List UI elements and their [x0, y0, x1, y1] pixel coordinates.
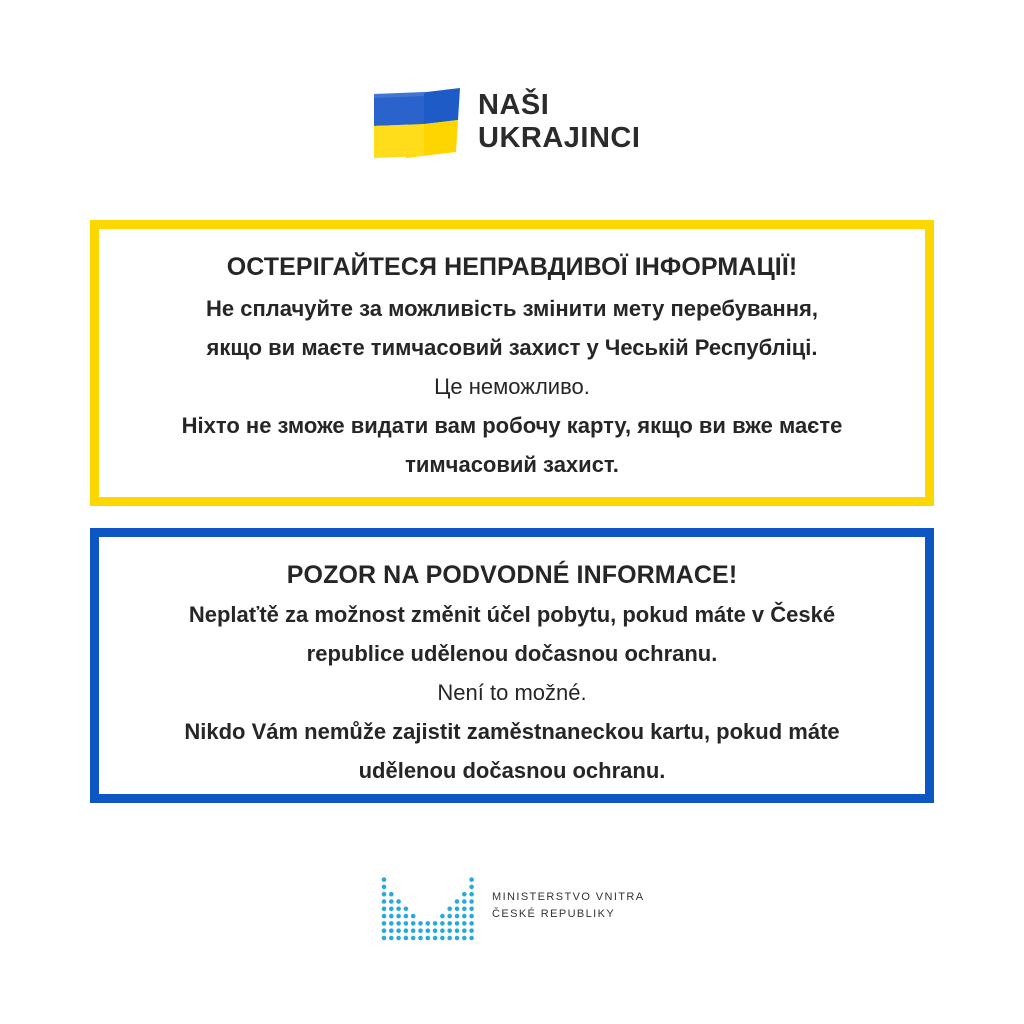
- notice-ua-line-1: Не сплачуйте за можливість змінити мету перебування,: [206, 296, 818, 321]
- ministry-line-2: ČESKÉ REPUBLIKY: [492, 908, 616, 920]
- brand-line-1: NAŠI: [478, 89, 550, 121]
- notice-cz-line-1: Neplaťtě za možnost změnit účel pobytu, pokud máte v České: [188, 602, 836, 627]
- notice-cz-line-3: Není to možné.: [437, 680, 587, 705]
- ministry-wordmark: [492, 889, 645, 923]
- notice-cz-title: POZOR NA PODVODNÉ INFORMACE!: [286, 561, 738, 589]
- notice-ua-line-4: Ніхто не зможе видати вам робочу карту, якщо ви вже маєте: [181, 413, 843, 438]
- notice-ua-body: [99, 289, 925, 484]
- notice-cz-body: [99, 595, 925, 790]
- brand-wordmark: [478, 89, 640, 155]
- ukraine-flag-icon: [372, 84, 464, 160]
- brand-line-2: UKRAJINCI: [478, 122, 641, 154]
- notice-cz-line-5: udělenou dočasnou ochranu.: [358, 758, 666, 783]
- ministry-dots-icon: [380, 870, 476, 942]
- notice-ua-line-3: Це неможливо.: [434, 374, 590, 399]
- notice-ua-line-2: якщо ви маєте тимчасовий захист у Чеській Республіці.: [206, 335, 818, 360]
- ministry-logo: [380, 870, 645, 942]
- nasi-ukrajinci-logo: [372, 84, 640, 160]
- notice-ua-line-5: тимчасовий захист.: [405, 452, 619, 477]
- ministry-line-1: MINISTERSTVO VNITRA: [492, 891, 645, 903]
- notice-cz-line-2: republice udělenou dočasnou ochranu.: [306, 641, 718, 666]
- notice-czech: [90, 528, 934, 803]
- notice-cz-line-4: Nikdo Vám nemůže zajistit zaměstnaneckou kartu, pokud máte: [184, 719, 840, 744]
- notice-ua-title: ОСТЕРІГАЙТЕСЯ НЕПРАВДИВОЇ ІНФОРМАЦІЇ!: [226, 253, 798, 281]
- notice-ukrainian: [90, 220, 934, 506]
